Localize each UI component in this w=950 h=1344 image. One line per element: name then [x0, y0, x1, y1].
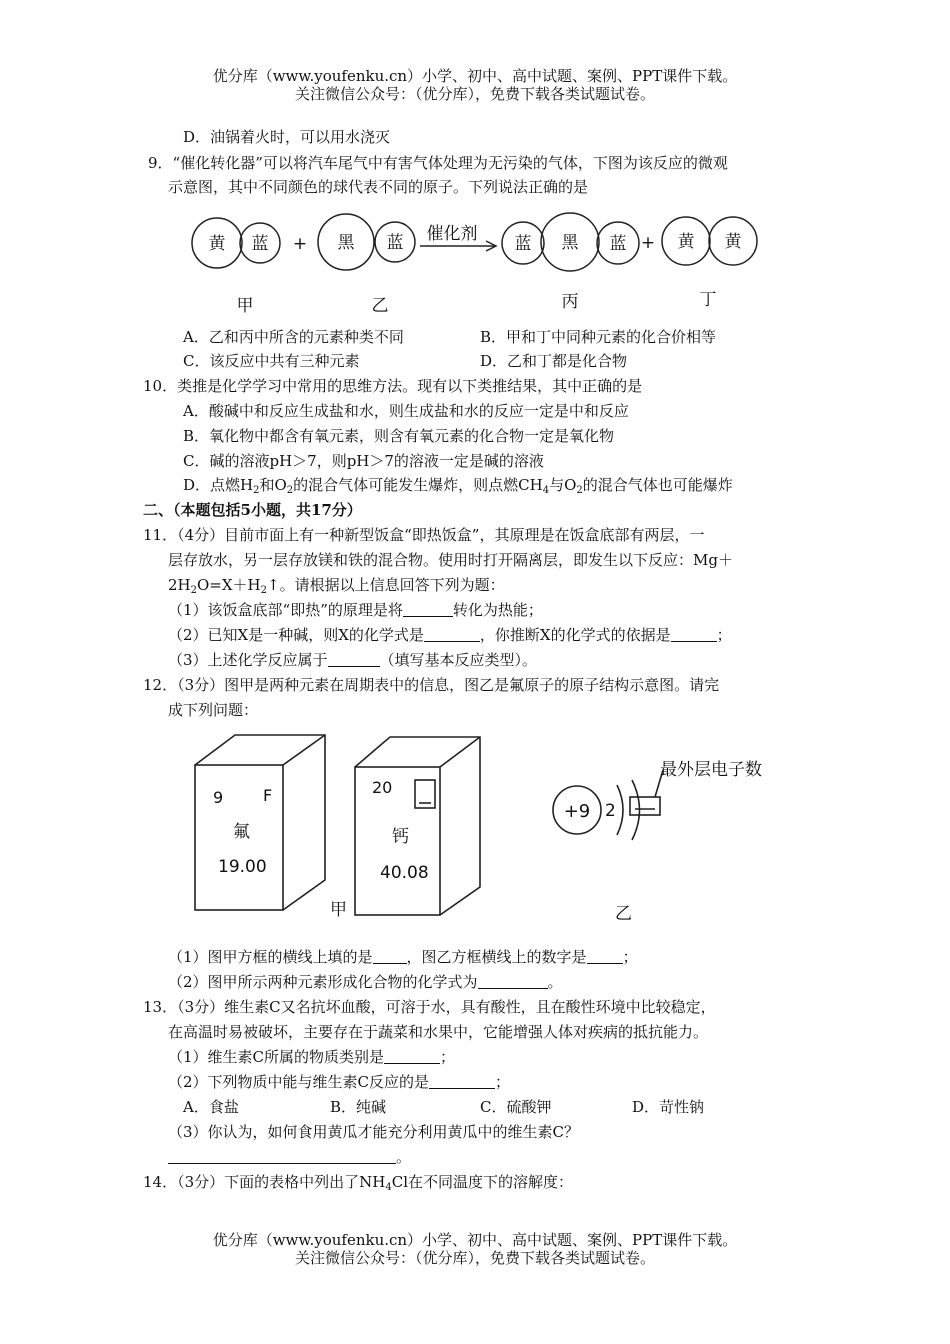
q10-option-d-text: 和O: [259, 476, 287, 494]
section-2-title: 二、（本题包括5小题，共17分）: [143, 501, 362, 519]
q13-part-3: （3）你认为，如何食用黄瓜才能充分利用黄瓜中的维生素C？: [168, 1123, 580, 1141]
q10-option-a: A．酸碱中和反应生成盐和水，则生成盐和水的反应一定是中和反应: [183, 402, 629, 420]
q13-option-b: B．纯碱: [330, 1098, 387, 1116]
q9-label-yellow: 黄: [208, 234, 226, 254]
fluorine-box-edge: [283, 735, 325, 765]
calcium-box-edge: [440, 737, 480, 767]
q13-line-1: 13．（3分）维生素C又名抗坏血酸，可溶于水，具有酸性，且在酸性环境中比较稳定，: [143, 998, 716, 1016]
q13-part-1-text: （1）维生素C所属的物质类别是: [168, 1048, 385, 1066]
q9-caption-bing: 丙: [561, 292, 579, 312]
nucleus-charge: +9: [563, 801, 591, 822]
subscript: 4: [542, 485, 550, 496]
fluorine-box-edge: [195, 735, 325, 910]
q9-label-blue: 蓝: [514, 234, 532, 254]
q11-part-1-text: （1）该饭盒底部“即热”的原理是将: [168, 601, 403, 619]
q13-part-3-answer: [168, 1147, 411, 1167]
q10-option-d-text: 的混合气体可能发生爆炸，则点燃CH: [293, 476, 543, 494]
q9-plus: +: [292, 234, 308, 254]
subscript: 2: [190, 585, 197, 596]
f-name: 氟: [233, 822, 250, 842]
q10-option-b: B．氧化物中都含有氧元素，则含有氧元素的化合物一定是氧化物: [183, 427, 615, 445]
q10-option-d-text: 与O: [549, 476, 577, 494]
q11-line-2: 层存放水，另一层存放镁和铁的混合物。使用时打开隔离层，即发生以下反应：Mg＋: [168, 551, 733, 569]
f-atomic-number: 9: [213, 788, 224, 807]
q11-part-1: [168, 600, 543, 620]
calcium-box-edge: [355, 737, 480, 915]
q11-part-2-text: （2）已知X是一种碱，则X的化学式是: [168, 626, 424, 644]
q9-option-b: B．甲和丁中同种元素的化合价相等: [480, 328, 717, 346]
q9-stem-line-2: 示意图，其中不同颜色的球代表不同的原子。下列说法正确的是: [168, 178, 589, 196]
q11-line-3-text: ↑。请根据以上信息回答下列为题：: [267, 576, 505, 594]
answer-blank[interactable]: [424, 627, 480, 642]
answer-blank[interactable]: [403, 602, 453, 617]
q9-option-d: D．乙和丁都是化合物: [480, 352, 628, 370]
q10-option-d-text: 的混合气体也可能爆炸: [582, 476, 733, 494]
q12-part-1-text: ，图乙方框横线上的数字是: [406, 948, 587, 966]
q13-part-2-text: （2）下列物质中能与维生素C反应的是: [168, 1073, 430, 1091]
q12-figure: [185, 725, 815, 930]
q11-line-3-text: O=X＋H: [197, 576, 261, 594]
q13-part-1: [168, 1047, 455, 1067]
q9-label-blue: 蓝: [251, 234, 269, 254]
q9-option-c: C．该反应中共有三种元素: [183, 352, 360, 370]
q13-part-1-text: ；: [440, 1048, 456, 1066]
q12-part-2: [168, 972, 563, 992]
q12-caption-jia: 甲: [330, 900, 347, 920]
q11-part-3-text: （填写基本反应类型）。: [379, 651, 538, 669]
header-line-1: 优分库（www.youfenku.cn）小学、初中、高中试题、案例、PPT课件下载。: [212, 67, 738, 85]
outer-electron-label: 最外层电子数: [660, 760, 762, 780]
subscript: 4: [385, 1182, 392, 1193]
q11-part-1-text: 转化为热能；: [452, 601, 543, 619]
q10-stem: 10．类推是化学学习中常用的思维方法。现有以下类推结果，其中正确的是: [143, 377, 643, 395]
q12-line-1: 12．（3分）图甲是两种元素在周期表中的信息，图乙是氟原子的原子结构示意图。请完: [143, 676, 720, 694]
q13-option-a: A．食盐: [183, 1098, 239, 1116]
q11-part-3: [168, 650, 537, 670]
q8-option-d: D．油锅着火时，可以用水浇灭: [183, 128, 391, 146]
q9-label-black: 黑: [337, 233, 355, 253]
q13-line-2: 在高温时易被破坏，主要存在于蔬菜和水果中，它能增强人体对疾病的抵抗能力。: [168, 1023, 709, 1041]
q9-caption-jia: 甲: [236, 296, 254, 316]
q13-part-2-text: ；: [495, 1073, 511, 1091]
outer-electron-box: [630, 797, 660, 815]
q9-caption-ding: 丁: [699, 290, 717, 310]
shell-1-electrons: 2: [605, 801, 616, 821]
q11-line-3: [168, 575, 505, 595]
footer-line-2: 关注微信公众号：（优分库），免费下载各类试题试卷。: [294, 1249, 655, 1267]
q12-part-1: [168, 947, 638, 967]
q12-line-2: 成下列问题：: [168, 701, 259, 719]
f-symbol: F: [263, 786, 273, 805]
q9-option-a: A．乙和丙中所含的元素种类不同: [183, 328, 404, 346]
q11-part-2-text: ，你推断X的化学式的依据是: [479, 626, 671, 644]
q9-label-blue: 蓝: [386, 233, 404, 253]
q11-line-3-text: 2H: [168, 576, 191, 594]
q9-stem-line-1: 9．“催化转化器”可以将汽车尾气中有害气体处理为无污染的气体，下图为该反应的微观: [148, 154, 728, 172]
q10-option-d: [183, 475, 733, 495]
q9-label-yellow: 黄: [677, 232, 695, 252]
q13-part-3-end: 。: [396, 1148, 412, 1166]
header-line-2: 关注微信公众号：（优分库），免费下载各类试题试卷。: [294, 85, 655, 103]
footer-line-1: 优分库（www.youfenku.cn）小学、初中、高中试题、案例、PPT课件下载。: [212, 1231, 738, 1249]
q9-reaction-diagram: [180, 205, 780, 325]
q12-caption-yi: 乙: [615, 904, 632, 924]
q14-text: Cl在不同温度下的溶解度：: [391, 1173, 573, 1191]
q13-option-c: C．硫酸钾: [480, 1098, 552, 1116]
answer-blank[interactable]: [373, 949, 407, 964]
ca-atomic-number: 20: [372, 778, 393, 797]
ca-name: 钙: [392, 827, 409, 847]
subscript: 2: [576, 485, 583, 496]
electron-shell-1: [617, 785, 623, 835]
q9-label-yellow: 黄: [724, 232, 742, 252]
q14-text: 14．（3分）下面的表格中列出了NH: [143, 1173, 386, 1191]
q11-part-2: [168, 625, 732, 645]
answer-blank[interactable]: [384, 1049, 440, 1064]
f-mass: 19.00: [218, 857, 267, 877]
answer-blank[interactable]: [328, 652, 380, 667]
q9-plus: +: [640, 233, 656, 253]
q11-part-3-text: （3）上述化学反应属于: [168, 651, 328, 669]
answer-blank[interactable]: [429, 1074, 495, 1089]
answer-blank[interactable]: [587, 949, 623, 964]
subscript: 2: [286, 485, 294, 496]
q12-part-2-text: 。: [547, 973, 563, 991]
subscript: 2: [253, 485, 260, 496]
q10-option-d-text: D．点燃H: [183, 476, 254, 494]
answer-blank[interactable]: [478, 974, 548, 989]
answer-blank[interactable]: [168, 1149, 396, 1164]
q13-option-d: D．苛性钠: [632, 1098, 705, 1116]
q9-label-black: 黑: [561, 233, 579, 253]
q14-line: [143, 1172, 573, 1192]
q9-catalyst: 催化剂: [426, 224, 478, 244]
q11-line-1: 11．（4分）目前市面上有一种新型饭盒“即热饭盒”，其原理是在饭盒底部有两层，一: [143, 526, 705, 544]
q9-label-blue: 蓝: [609, 234, 627, 254]
electron-shell-2: [632, 780, 640, 840]
q12-part-1-text: （1）图甲方框的横线上填的是: [168, 948, 373, 966]
q12-part-1-text: ；: [622, 948, 638, 966]
q13-part-2: [168, 1072, 510, 1092]
q11-part-2-text: ；: [716, 626, 732, 644]
ca-mass: 40.08: [380, 863, 429, 883]
answer-blank[interactable]: [671, 627, 717, 642]
q9-caption-yi: 乙: [371, 296, 389, 316]
q12-part-2-text: （2）图甲所示两种元素形成化合物的化学式为: [168, 973, 478, 991]
q10-option-c: C．碱的溶液pH＞7，则pH＞7的溶液一定是碱的溶液: [183, 452, 544, 470]
subscript: 2: [260, 585, 268, 596]
